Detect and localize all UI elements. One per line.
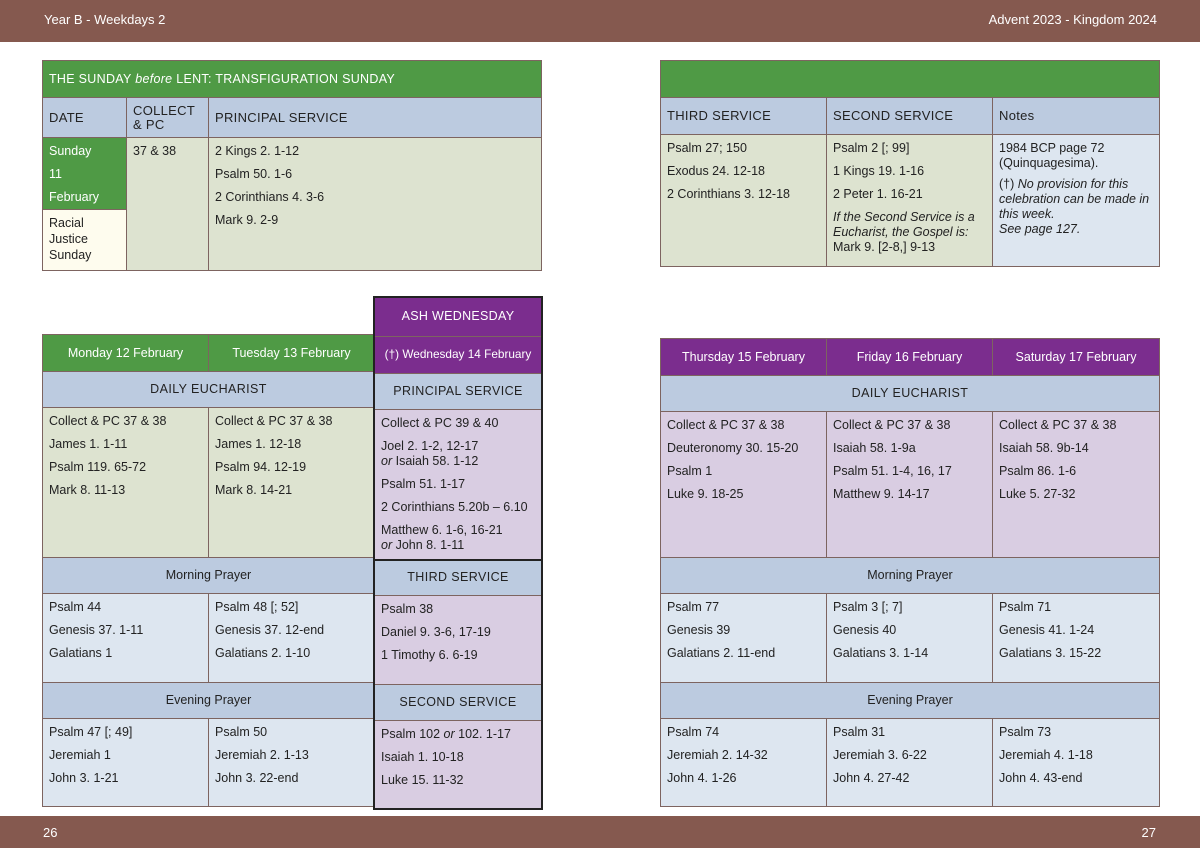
sunday-date-note: Racial Justice Sunday [43, 210, 127, 271]
col-header-notes: Notes [993, 98, 1160, 135]
tuesday-eucharist: Collect & PC 37 & 38 James 1. 12-18 Psalm 94. 12-19 Mark 8. 14-21 [209, 408, 375, 558]
col-header-third: THIRD SERVICE [661, 98, 827, 135]
sunday-second-service: Psalm 2 [; 99] 1 Kings 19. 1-16 2 Peter 1. 16-21 If the Second Service is a Eucharist, the Gospel is: Mark 9. [2-8,] 9-13 [827, 135, 993, 267]
sunday-notes: 1984 BCP page 72 (Quinquagesima). (†) No provision for this celebration can be made in this week. See page 127. [993, 135, 1160, 267]
friday-eucharist: Collect & PC 37 & 38 Isaiah 58. 1-9a Psalm 51. 1-4, 16, 17 Matthew 9. 14-17 [827, 412, 993, 558]
thursday-eucharist: Collect & PC 37 & 38 Deuteronomy 30. 15-20 Psalm 1 Luke 9. 18-25 [661, 412, 827, 558]
saturday-evening: Psalm 73 Jeremiah 4. 1-18 John 4. 43-end [993, 719, 1160, 807]
sunday-title: THE SUNDAY before LENT: TRANSFIGURATION SUNDAY [43, 61, 542, 98]
page-number-right: 27 [1141, 825, 1156, 840]
col-header-principal: PRINCIPAL SERVICE [209, 98, 542, 138]
ash-principal-service: Collect & PC 39 & 40 Joel 2. 1-2, 12-17 or Isaiah 58. 1-12 Psalm 51. 1-17 2 Corinthians 5.20b – 6.10 Matthew 6. 1-6, 16-21 or John 8. 1-11 [374, 409, 542, 560]
ash-second-heading: SECOND SERVICE [374, 685, 542, 721]
tuesday-evening: Psalm 50 Jeremiah 2. 1-13 John 3. 22-end [209, 719, 375, 807]
day-header-friday: Friday 16 February [827, 339, 993, 376]
ash-second-service: Psalm 102 or 102. 1-17 Isaiah 1. 10-18 Luke 15. 11-32 [374, 721, 542, 809]
sunday-date: Sunday 11 February [43, 138, 127, 210]
header-right-title: Advent 2023 - Kingdom 2024 [988, 12, 1157, 27]
header-left-title: Year B - Weekdays 2 [44, 12, 166, 27]
ash-wednesday-title: ASH WEDNESDAY [374, 297, 542, 336]
day-header-saturday: Saturday 17 February [993, 339, 1160, 376]
ash-third-service: Psalm 38 Daniel 9. 3-6, 17-19 1 Timothy 6. 6-19 [374, 596, 542, 685]
col-header-date: DATE [43, 98, 127, 138]
ash-principal-heading: PRINCIPAL SERVICE [374, 373, 542, 409]
sunday-table-right [660, 60, 1160, 267]
monday-eucharist: Collect & PC 37 & 38 James 1. 1-11 Psalm 119. 65-72 Mark 8. 11-13 [43, 408, 209, 558]
friday-evening: Psalm 31 Jeremiah 3. 6-22 John 4. 27-42 [827, 719, 993, 807]
thursday-evening: Psalm 74 Jeremiah 2. 14-32 John 4. 1-26 [661, 719, 827, 807]
sunday-title-band-right [661, 61, 1160, 98]
monday-morning: Psalm 44 Genesis 37. 1-11 Galatians 1 [43, 594, 209, 683]
daily-eucharist-heading: DAILY EUCHARIST [43, 372, 375, 408]
friday-morning: Psalm 3 [; 7] Genesis 40 Galatians 3. 1-14 [827, 594, 993, 683]
day-header-wednesday: (†) Wednesday 14 February [374, 336, 542, 373]
sunday-collect: 37 & 38 [127, 138, 209, 271]
weekdays-table-right [660, 338, 1160, 807]
day-header-monday: Monday 12 February [43, 335, 209, 372]
thursday-morning: Psalm 77 Genesis 39 Galatians 2. 11-end [661, 594, 827, 683]
page-number-left: 26 [43, 825, 58, 840]
sunday-third-service: Psalm 27; 150 Exodus 24. 12-18 2 Corinthians 3. 12-18 [661, 135, 827, 267]
evening-prayer-heading: Evening Prayer [43, 683, 375, 719]
saturday-eucharist: Collect & PC 37 & 38 Isaiah 58. 9b-14 Psalm 86. 1-6 Luke 5. 27-32 [993, 412, 1160, 558]
evening-prayer-heading-right: Evening Prayer [661, 683, 1160, 719]
sunday-table-left [42, 60, 542, 271]
morning-prayer-heading-right: Morning Prayer [661, 558, 1160, 594]
daily-eucharist-heading-right: DAILY EUCHARIST [661, 376, 1160, 412]
saturday-morning: Psalm 71 Genesis 41. 1-24 Galatians 3. 15-22 [993, 594, 1160, 683]
morning-prayer-heading: Morning Prayer [43, 558, 375, 594]
col-header-collect: COLLECT & PC [127, 98, 209, 138]
monday-evening: Psalm 47 [; 49] Jeremiah 1 John 3. 1-21 [43, 719, 209, 807]
header-band [0, 0, 1200, 42]
col-header-second: SECOND SERVICE [827, 98, 993, 135]
ash-wednesday-table [373, 296, 543, 810]
ash-third-heading: THIRD SERVICE [374, 560, 542, 596]
tuesday-morning: Psalm 48 [; 52] Genesis 37. 12-end Galatians 2. 1-10 [209, 594, 375, 683]
day-header-tuesday: Tuesday 13 February [209, 335, 375, 372]
footer-band [0, 816, 1200, 848]
sunday-principal: 2 Kings 2. 1-12 Psalm 50. 1-6 2 Corinthians 4. 3-6 Mark 9. 2-9 [209, 138, 542, 271]
weekdays-table-left [42, 334, 375, 807]
day-header-thursday: Thursday 15 February [661, 339, 827, 376]
